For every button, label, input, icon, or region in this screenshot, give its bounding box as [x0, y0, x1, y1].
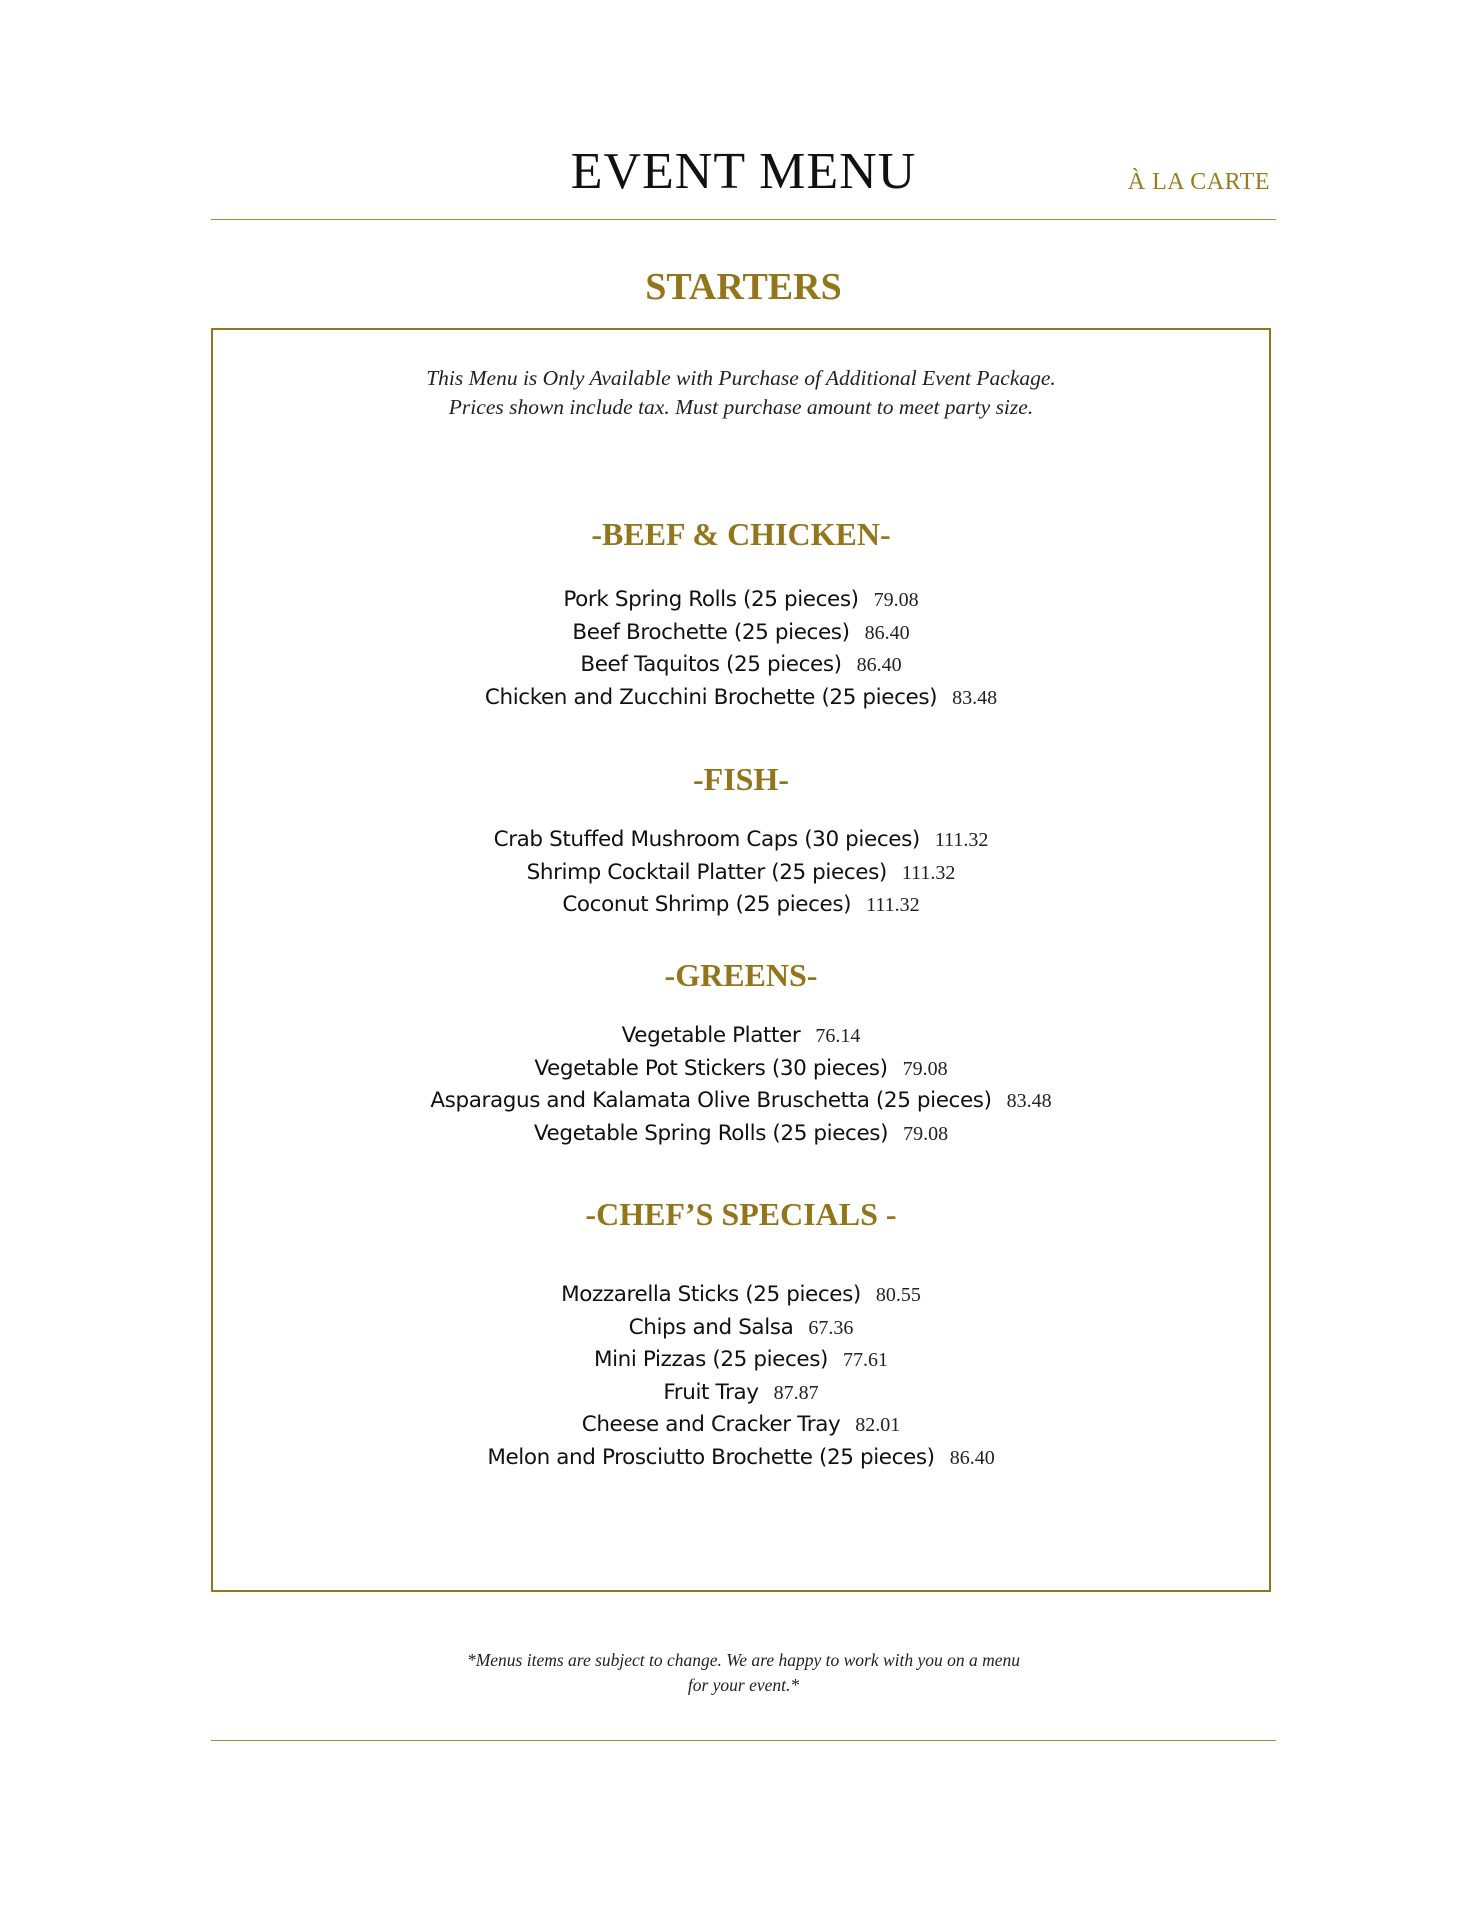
category-items-fish: [213, 824, 1269, 922]
item-name: Asparagus and Kalamata Olive Bruschetta (25 pieces): [430, 1088, 992, 1113]
item-name: Cheese and Cracker Tray: [581, 1412, 841, 1437]
item-price: 77.61: [843, 1349, 889, 1371]
menu-item: [213, 584, 1269, 617]
availability-notice: [213, 364, 1269, 422]
footnote-line-1: *Menus items are subject to change. We are happy to work with you on a menu: [466, 1650, 1021, 1670]
menu-item: [213, 1409, 1269, 1442]
notice-line-2: Prices shown include tax. Must purchase amount to meet party size.: [448, 395, 1034, 419]
category-items-beef-chicken: [213, 584, 1269, 714]
bottom-divider: [211, 1740, 1276, 1741]
menu-item: [213, 617, 1269, 650]
category-items-chefs-specials: [213, 1279, 1269, 1474]
item-price: 87.87: [773, 1381, 819, 1404]
menu-item: [213, 1053, 1269, 1086]
item-price: 76.14: [815, 1025, 861, 1047]
item-name: Vegetable Pot Stickers (30 pieces): [534, 1055, 888, 1081]
menu-item: [213, 1085, 1269, 1118]
item-name: Crab Stuffed Mushroom Caps (30 pieces): [493, 827, 920, 852]
page-title: EVENT MENU: [570, 143, 917, 200]
item-name: Mini Pizzas (25 pieces): [593, 1347, 829, 1372]
menu-item: [213, 1279, 1269, 1312]
category-title-chefs-specials: -CHEF’S SPECIALS -: [585, 1196, 897, 1232]
item-price: 111.32: [934, 829, 989, 851]
item-price: 79.08: [903, 1122, 949, 1145]
menu-item: [213, 1020, 1269, 1053]
menu-item: [213, 1377, 1269, 1410]
menu-item: [213, 824, 1269, 857]
section-title: STARTERS: [645, 266, 842, 308]
item-price: 67.36: [808, 1316, 854, 1339]
item-price: 111.32: [866, 894, 920, 916]
item-price: 80.55: [875, 1284, 921, 1306]
item-price: 86.40: [949, 1446, 995, 1469]
page-subtitle: À LA CARTE: [1127, 169, 1270, 195]
item-name: Melon and Prosciutto Brochette (25 pieces): [487, 1444, 935, 1470]
category-title-beef-chicken: -BEEF & CHICKEN-: [591, 516, 891, 552]
item-name: Beef Taquitos (25 pieces): [580, 652, 842, 677]
menu-item: [213, 857, 1269, 890]
item-name: Chips and Salsa: [628, 1314, 794, 1340]
item-name: Pork Spring Rolls (25 pieces): [563, 587, 859, 612]
item-name: Coconut Shrimp (25 pieces): [562, 892, 852, 917]
menu-item: [213, 1312, 1269, 1345]
category-title-fish: -FISH-: [693, 761, 789, 797]
item-price: 86.40: [856, 654, 902, 676]
menu-item: [213, 1442, 1269, 1475]
item-name: Mozzarella Sticks (25 pieces): [561, 1282, 861, 1307]
item-name: Vegetable Platter: [621, 1023, 801, 1048]
item-price: 86.40: [864, 621, 910, 644]
item-price: 79.08: [873, 589, 919, 611]
item-price: 79.08: [902, 1057, 948, 1080]
item-name: Shrimp Cocktail Platter (25 pieces): [526, 859, 887, 885]
item-name: Fruit Tray: [663, 1379, 759, 1405]
menu-item: [213, 682, 1269, 715]
menu-item: [213, 649, 1269, 682]
menu-item: [213, 1344, 1269, 1377]
notice-line-1: This Menu is Only Available with Purchase of Additional Event Package.: [426, 366, 1056, 390]
footnote: [211, 1648, 1276, 1698]
top-divider: [211, 219, 1276, 220]
item-name: Beef Brochette (25 pieces): [572, 619, 850, 645]
item-name: Vegetable Spring Rolls (25 pieces): [533, 1120, 889, 1146]
menu-box: [211, 328, 1271, 1592]
menu-item: [213, 1118, 1269, 1151]
page-header: [211, 140, 1276, 220]
category-items-greens: [213, 1020, 1269, 1150]
item-price: 82.01: [855, 1414, 901, 1436]
menu-item: [213, 889, 1269, 922]
category-title-greens: -GREENS-: [664, 957, 818, 993]
item-price: 83.48: [952, 686, 998, 709]
item-name: Chicken and Zucchini Brochette (25 pieces): [484, 684, 938, 710]
item-price: 111.32: [901, 861, 956, 884]
item-price: 83.48: [1006, 1090, 1052, 1112]
footnote-line-2: for your event.*: [687, 1675, 800, 1695]
